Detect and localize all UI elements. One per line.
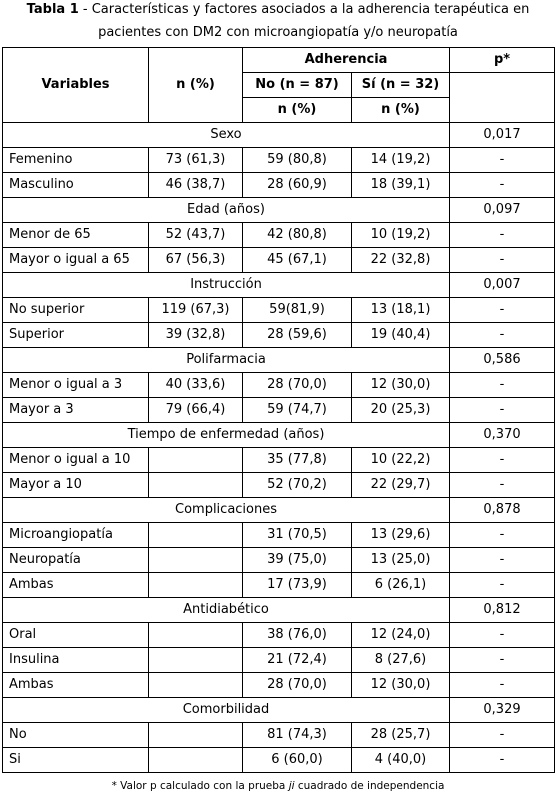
section-row — [3, 423, 555, 448]
table-row — [3, 473, 555, 498]
adherencia-si-cell: 18 (39,1) — [352, 173, 450, 198]
section-row — [3, 348, 555, 373]
header-no: No (n = 87) — [243, 73, 352, 98]
section-row — [3, 698, 555, 723]
header-sub-no: n (%) — [243, 98, 352, 123]
header-p-empty — [450, 73, 555, 123]
adherencia-si-cell: 19 (40,4) — [352, 323, 450, 348]
section-p-value: 0,812 — [450, 598, 555, 623]
p-cell: - — [450, 398, 555, 423]
n-pct-cell — [149, 573, 243, 598]
variable-cell: Masculino — [3, 173, 149, 198]
table-row — [3, 723, 555, 748]
footnote-italic: ji — [288, 780, 295, 792]
table-row — [3, 673, 555, 698]
variable-cell: Menor de 65 — [3, 223, 149, 248]
variable-cell: Ambas — [3, 673, 149, 698]
table-row — [3, 398, 555, 423]
section-title: Edad (años) — [3, 198, 450, 223]
adherencia-no-cell: 59(81,9) — [243, 298, 352, 323]
adherencia-no-cell: 59 (80,8) — [243, 148, 352, 173]
adherencia-si-cell: 12 (30,0) — [352, 373, 450, 398]
section-row — [3, 498, 555, 523]
variable-cell: Neuropatía — [3, 548, 149, 573]
p-cell: - — [450, 148, 555, 173]
p-cell: - — [450, 173, 555, 198]
p-cell: - — [450, 448, 555, 473]
adherencia-si-cell: 13 (29,6) — [352, 523, 450, 548]
p-cell: - — [450, 748, 555, 773]
adherencia-si-cell: 13 (18,1) — [352, 298, 450, 323]
adherencia-si-cell: 22 (29,7) — [352, 473, 450, 498]
variable-cell: Femenino — [3, 148, 149, 173]
adherencia-no-cell: 38 (76,0) — [243, 623, 352, 648]
table-row — [3, 173, 555, 198]
adherencia-no-cell: 28 (70,0) — [243, 373, 352, 398]
table-row — [3, 748, 555, 773]
adherencia-si-cell: 20 (25,3) — [352, 398, 450, 423]
table-caption-line1 — [0, 1, 556, 19]
section-p-value: 0,017 — [450, 123, 555, 148]
variable-cell: Oral — [3, 623, 149, 648]
table-caption-label: Tabla 1 — [26, 2, 79, 17]
adherencia-no-cell: 42 (80,8) — [243, 223, 352, 248]
section-p-value: 0,329 — [450, 698, 555, 723]
p-cell: - — [450, 523, 555, 548]
section-title: Comorbilidad — [3, 698, 450, 723]
table-caption-line2: pacientes con DM2 con microangiopatía y/o neuropatía — [98, 25, 458, 40]
n-pct-cell — [149, 523, 243, 548]
n-pct-cell — [149, 748, 243, 773]
adherencia-no-cell: 6 (60,0) — [243, 748, 352, 773]
adherencia-si-cell: 4 (40,0) — [352, 748, 450, 773]
header-p: p* — [450, 48, 555, 73]
n-pct-cell: 119 (67,3) — [149, 298, 243, 323]
variable-cell: Menor o igual a 3 — [3, 373, 149, 398]
adherencia-no-cell: 28 (60,9) — [243, 173, 352, 198]
table-row — [3, 448, 555, 473]
n-pct-cell: 73 (61,3) — [149, 148, 243, 173]
n-pct-cell — [149, 648, 243, 673]
table-row — [3, 323, 555, 348]
n-pct-cell: 79 (66,4) — [149, 398, 243, 423]
n-pct-cell — [149, 623, 243, 648]
p-cell: - — [450, 323, 555, 348]
variable-cell: Mayor o igual a 65 — [3, 248, 149, 273]
adherencia-no-cell: 28 (70,0) — [243, 673, 352, 698]
adherencia-no-cell: 45 (67,1) — [243, 248, 352, 273]
section-row — [3, 198, 555, 223]
section-p-value: 0,370 — [450, 423, 555, 448]
n-pct-cell: 52 (43,7) — [149, 223, 243, 248]
section-p-value: 0,007 — [450, 273, 555, 298]
adherencia-si-cell: 10 (22,2) — [352, 448, 450, 473]
adherencia-no-cell: 21 (72,4) — [243, 648, 352, 673]
variable-cell: Si — [3, 748, 149, 773]
table-row — [3, 548, 555, 573]
section-title: Tiempo de enfermedad (años) — [3, 423, 450, 448]
table-row — [3, 223, 555, 248]
adherencia-si-cell: 13 (25,0) — [352, 548, 450, 573]
header-n-pct: n (%) — [149, 48, 243, 123]
adherencia-no-cell: 17 (73,9) — [243, 573, 352, 598]
section-p-value: 0,586 — [450, 348, 555, 373]
variable-cell: Menor o igual a 10 — [3, 448, 149, 473]
table-row — [3, 373, 555, 398]
footnote-after: cuadrado de independencia — [294, 780, 445, 792]
section-p-value: 0,878 — [450, 498, 555, 523]
p-cell: - — [450, 573, 555, 598]
footnote-before: * Valor p calculado con la prueba — [111, 780, 289, 792]
section-title: Polifarmacia — [3, 348, 450, 373]
variable-cell: Insulina — [3, 648, 149, 673]
n-pct-cell — [149, 473, 243, 498]
section-title: Antidiabético — [3, 598, 450, 623]
table-row — [3, 298, 555, 323]
p-cell: - — [450, 623, 555, 648]
section-title: Complicaciones — [3, 498, 450, 523]
variable-cell: Microangiopatía — [3, 523, 149, 548]
adherencia-si-cell: 12 (24,0) — [352, 623, 450, 648]
p-cell: - — [450, 223, 555, 248]
p-cell: - — [450, 373, 555, 398]
section-title: Instrucción — [3, 273, 450, 298]
variable-cell: Mayor a 3 — [3, 398, 149, 423]
header-sub-si: n (%) — [352, 98, 450, 123]
section-row — [3, 598, 555, 623]
n-pct-cell — [149, 673, 243, 698]
section-p-value: 0,097 — [450, 198, 555, 223]
n-pct-cell: 39 (32,8) — [149, 323, 243, 348]
adherencia-si-cell: 8 (27,6) — [352, 648, 450, 673]
n-pct-cell: 46 (38,7) — [149, 173, 243, 198]
n-pct-cell: 67 (56,3) — [149, 248, 243, 273]
p-cell: - — [450, 673, 555, 698]
header-si: Sí (n = 32) — [352, 73, 450, 98]
section-title: Sexo — [3, 123, 450, 148]
variable-cell: No superior — [3, 298, 149, 323]
adherencia-no-cell: 81 (74,3) — [243, 723, 352, 748]
p-cell: - — [450, 723, 555, 748]
footnote — [0, 778, 556, 794]
section-row — [3, 273, 555, 298]
adherencia-no-cell: 52 (70,2) — [243, 473, 352, 498]
table-row — [3, 648, 555, 673]
variable-cell: Ambas — [3, 573, 149, 598]
adherencia-si-cell: 22 (32,8) — [352, 248, 450, 273]
p-cell: - — [450, 473, 555, 498]
table-caption-text: - Características y factores asociados a la adherencia terapéutica en — [78, 2, 530, 17]
adherencia-no-cell: 59 (74,7) — [243, 398, 352, 423]
p-cell: - — [450, 298, 555, 323]
table-row — [3, 148, 555, 173]
n-pct-cell — [149, 723, 243, 748]
table-row — [3, 248, 555, 273]
n-pct-cell: 40 (33,6) — [149, 373, 243, 398]
adherence-table — [2, 47, 555, 773]
header-adherencia: Adherencia — [243, 48, 450, 73]
n-pct-cell — [149, 548, 243, 573]
adherencia-si-cell: 14 (19,2) — [352, 148, 450, 173]
section-row — [3, 123, 555, 148]
p-cell: - — [450, 548, 555, 573]
header-variables: Variables — [3, 48, 149, 123]
p-cell: - — [450, 248, 555, 273]
p-cell: - — [450, 648, 555, 673]
adherencia-no-cell: 31 (70,5) — [243, 523, 352, 548]
n-pct-cell — [149, 448, 243, 473]
adherencia-si-cell: 28 (25,7) — [352, 723, 450, 748]
header-row-1 — [3, 48, 555, 73]
variable-cell: Mayor a 10 — [3, 473, 149, 498]
adherencia-si-cell: 6 (26,1) — [352, 573, 450, 598]
adherencia-no-cell: 39 (75,0) — [243, 548, 352, 573]
table-row — [3, 573, 555, 598]
variable-cell: Superior — [3, 323, 149, 348]
adherencia-no-cell: 35 (77,8) — [243, 448, 352, 473]
table-row — [3, 623, 555, 648]
adherencia-no-cell: 28 (59,6) — [243, 323, 352, 348]
adherencia-si-cell: 10 (19,2) — [352, 223, 450, 248]
table-row — [3, 523, 555, 548]
adherencia-si-cell: 12 (30,0) — [352, 673, 450, 698]
variable-cell: No — [3, 723, 149, 748]
